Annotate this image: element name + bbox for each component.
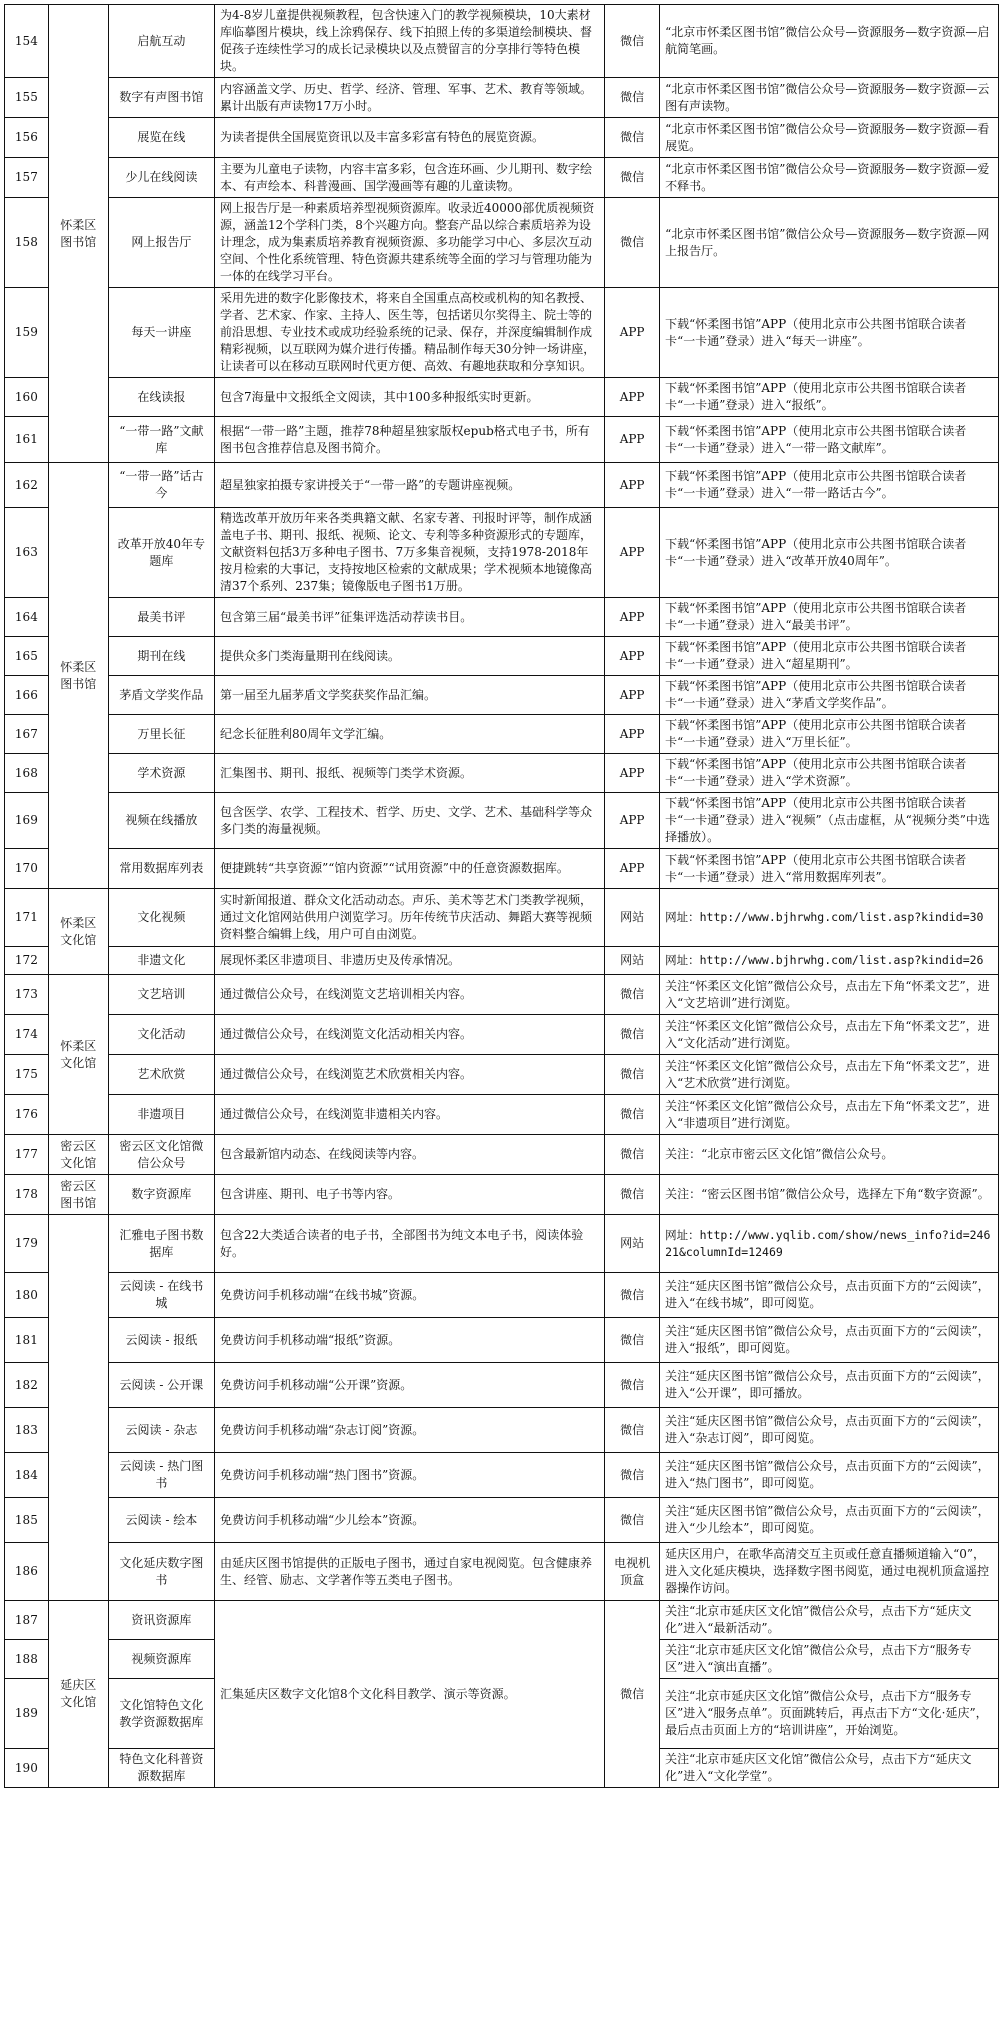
table-row <box>5 849 999 889</box>
row-number: 161 <box>5 417 49 463</box>
table-row <box>5 1498 999 1543</box>
row-number: 184 <box>5 1453 49 1498</box>
resource-description: 提供众多门类海量期刊在线阅读。 <box>215 637 605 676</box>
resource-name: 视频资源库 <box>108 1640 214 1679</box>
resource-description: 免费访问手机移动端“报纸”资源。 <box>215 1318 605 1363</box>
access-type: 微信 <box>605 198 660 288</box>
row-number: 177 <box>5 1135 49 1175</box>
resource-name: “一带一路”话古今 <box>108 463 214 508</box>
access-type: 微信 <box>605 78 660 118</box>
access-type: APP <box>605 637 660 676</box>
access-method: 关注“延庆区图书馆”微信公众号，点击页面下方的“云阅读”，进入“热门图书”，即可阅览。 <box>660 1453 999 1498</box>
access-method: “北京市怀柔区图书馆”微信公众号—资源服务—数字资源—启航简笔画。 <box>660 5 999 78</box>
resource-name: 万里长征 <box>108 715 214 754</box>
access-method: 网址：http://www.bjhrwhg.com/list.asp?kindid=30 <box>660 889 999 947</box>
access-type: 微信 <box>605 1363 660 1408</box>
table-row <box>5 5 999 78</box>
access-type: APP <box>605 417 660 463</box>
access-method: 下载“怀柔图书馆”APP（使用北京市公共图书馆联合读者卡“一卡通”登录）进入“视频”（点击虚框，从“视频分类”中选择播放）。 <box>660 793 999 849</box>
table-row <box>5 1273 999 1318</box>
resource-name: 非遗项目 <box>108 1095 214 1135</box>
resource-name: 数字有声图书馆 <box>108 78 214 118</box>
access-method: 下载“怀柔图书馆”APP（使用北京市公共图书馆联合读者卡“一卡通”登录）进入“报纸”。 <box>660 378 999 417</box>
access-method: 关注“延庆区图书馆”微信公众号，点击页面下方的“云阅读”，进入“少儿绘本”，即可阅览。 <box>660 1498 999 1543</box>
resource-name: 少儿在线阅读 <box>108 158 214 198</box>
access-method: 下载“怀柔图书馆”APP（使用北京市公共图书馆联合读者卡“一卡通”登录）进入“每天一讲座”。 <box>660 288 999 378</box>
resource-description: 采用先进的数字化影像技术，将来自全国重点高校或机构的知名教授、学者、艺术家、作家、主持人、医生等，包括诺贝尔奖得主、院士等的前沿思想、专业技术或成功经验系统的记录、保存，并深度编辑制作成精彩视频，以互联网为媒介进行传播。精品制作每天30分钟一场讲座，让读者可以在移动互联网时代更方便、高效、有趣地获取和分享知识。 <box>215 288 605 378</box>
access-method: 关注“怀柔区文化馆”微信公众号，点击左下角“怀柔文艺”，进入“文化活动”进行浏览。 <box>660 1015 999 1055</box>
table-row <box>5 715 999 754</box>
resource-description: 通过微信公众号，在线浏览文艺培训相关内容。 <box>215 975 605 1015</box>
resource-description: 由延庆区图书馆提供的正版电子图书，通过自家电视阅览。包含健康养生、经管、励志、文学著作等五类电子图书。 <box>215 1543 605 1601</box>
access-type: 微信 <box>605 118 660 158</box>
resource-name: 展览在线 <box>108 118 214 158</box>
resource-table <box>4 4 999 1788</box>
resource-description: 通过微信公众号，在线浏览非遗相关内容。 <box>215 1095 605 1135</box>
resource-name: 网上报告厅 <box>108 198 214 288</box>
resource-name: 视频在线播放 <box>108 793 214 849</box>
access-type: 微信 <box>605 1453 660 1498</box>
access-method: 关注：“北京市密云区文化馆”微信公众号。 <box>660 1135 999 1175</box>
table-row <box>5 1363 999 1408</box>
table-row <box>5 118 999 158</box>
table-row <box>5 1318 999 1363</box>
resource-description: 超星独家拍摄专家讲授关于“一带一路”的专题讲座视频。 <box>215 463 605 508</box>
access-method: 关注“延庆区图书馆”微信公众号，点击页面下方的“云阅读”，进入“报纸”，即可阅览。 <box>660 1318 999 1363</box>
access-method: 延庆区用户，在歌华高清交互主页或任意直播频道输入“0”，进入文化延庆模块，选择数字图书阅览，通过电视机顶盒遥控器操作访问。 <box>660 1543 999 1601</box>
access-method: 关注“怀柔区文化馆”微信公众号，点击左下角“怀柔文艺”，进入“非遗项目”进行浏览。 <box>660 1095 999 1135</box>
resource-description: 免费访问手机移动端“热门图书”资源。 <box>215 1453 605 1498</box>
row-number: 186 <box>5 1543 49 1601</box>
resource-description: 包含医学、农学、工程技术、哲学、历史、文学、艺术、基础科学等众多门类的海量视频。 <box>215 793 605 849</box>
resource-description: 内容涵盖文学、历史、哲学、经济、管理、军事、艺术、教育等领域。累计出版有声读物17万小时。 <box>215 78 605 118</box>
resource-description: 展现怀柔区非遗项目、非遗历史及传承情况。 <box>215 947 605 975</box>
access-type: APP <box>605 793 660 849</box>
access-method: 关注“延庆区图书馆”微信公众号，点击页面下方的“云阅读”，进入“在线书城”，即可阅览。 <box>660 1273 999 1318</box>
access-method: “北京市怀柔区图书馆”微信公众号—资源服务—数字资源—云图有声读物。 <box>660 78 999 118</box>
resource-description: 为4-8岁儿童提供视频教程，包含快速入门的教学视频模块，10大素材库临摹图片模块，线上涂鸦保存、线下拍照上传的多渠道绘制模块、督促孩子连续性学习的成长记录模块以及点赞留言的分享排行等特色模块。 <box>215 5 605 78</box>
resource-name: 文化视频 <box>108 889 214 947</box>
table-row <box>5 78 999 118</box>
access-type: 微信 <box>605 1055 660 1095</box>
table-row <box>5 1453 999 1498</box>
resource-description: 第一届至九届茅盾文学奖获奖作品汇编。 <box>215 676 605 715</box>
resource-name: 每天一讲座 <box>108 288 214 378</box>
access-type: 微信 <box>605 1015 660 1055</box>
access-type: APP <box>605 598 660 637</box>
access-type: APP <box>605 715 660 754</box>
access-type: 微信 <box>605 1175 660 1215</box>
resource-name: 最美书评 <box>108 598 214 637</box>
resource-name: 艺术欣赏 <box>108 1055 214 1095</box>
resource-name: 改革开放40年专题库 <box>108 508 214 598</box>
access-method: 下载“怀柔图书馆”APP（使用北京市公共图书馆联合读者卡“一卡通”登录）进入“万里长征”。 <box>660 715 999 754</box>
row-number: 180 <box>5 1273 49 1318</box>
table-row <box>5 508 999 598</box>
table-row <box>5 676 999 715</box>
access-method: 下载“怀柔图书馆”APP（使用北京市公共图书馆联合读者卡“一卡通”登录）进入“超星期刊”。 <box>660 637 999 676</box>
access-type: APP <box>605 754 660 793</box>
org-cell <box>48 1215 108 1601</box>
row-number: 181 <box>5 1318 49 1363</box>
row-number: 158 <box>5 198 49 288</box>
access-method: 关注：“密云区图书馆”微信公众号，选择左下角“数字资源”。 <box>660 1175 999 1215</box>
resource-name: 常用数据库列表 <box>108 849 214 889</box>
row-number: 182 <box>5 1363 49 1408</box>
resource-name: 文化活动 <box>108 1015 214 1055</box>
access-method: 下载“怀柔图书馆”APP（使用北京市公共图书馆联合读者卡“一卡通”登录）进入“学术资源”。 <box>660 754 999 793</box>
table-row <box>5 754 999 793</box>
table-row <box>5 1543 999 1601</box>
resource-name: 汇雅电子图书数据库 <box>108 1215 214 1273</box>
access-type: APP <box>605 849 660 889</box>
row-number: 162 <box>5 463 49 508</box>
row-number: 160 <box>5 378 49 417</box>
row-number: 172 <box>5 947 49 975</box>
table-row <box>5 975 999 1015</box>
table-row <box>5 793 999 849</box>
row-number: 155 <box>5 78 49 118</box>
resource-name: 在线读报 <box>108 378 214 417</box>
resource-name: “一带一路”文献库 <box>108 417 214 463</box>
resource-description: 实时新闻报道、群众文化活动动态。声乐、美术等艺术门类教学视频，通过文化馆网站供用户浏览学习。历年传统节庆活动、舞蹈大赛等视频资料整合编辑上线，用户可自由浏览。 <box>215 889 605 947</box>
row-number: 166 <box>5 676 49 715</box>
access-type: 网站 <box>605 947 660 975</box>
access-type: APP <box>605 508 660 598</box>
resource-description: 为读者提供全国展览资讯以及丰富多彩富有特色的展览资源。 <box>215 118 605 158</box>
table-row <box>5 417 999 463</box>
resource-description: 通过微信公众号，在线浏览艺术欣赏相关内容。 <box>215 1055 605 1095</box>
table-row <box>5 598 999 637</box>
access-method: 下载“怀柔图书馆”APP（使用北京市公共图书馆联合读者卡“一卡通”登录）进入“最美书评”。 <box>660 598 999 637</box>
resource-name: 云阅读 - 公开课 <box>108 1363 214 1408</box>
row-number: 183 <box>5 1408 49 1453</box>
org-cell: 密云区 图书馆 <box>48 1175 108 1215</box>
table-row <box>5 1215 999 1273</box>
resource-description: 免费访问手机移动端“在线书城”资源。 <box>215 1273 605 1318</box>
access-method: 下载“怀柔图书馆”APP（使用北京市公共图书馆联合读者卡“一卡通”登录）进入“改革开放40周年”。 <box>660 508 999 598</box>
access-type: APP <box>605 463 660 508</box>
resource-description: 汇集图书、期刊、报纸、视频等门类学术资源。 <box>215 754 605 793</box>
row-number: 188 <box>5 1640 49 1679</box>
row-number: 165 <box>5 637 49 676</box>
resource-name: 云阅读 - 杂志 <box>108 1408 214 1453</box>
access-type: 微信 <box>605 1318 660 1363</box>
access-method: 下载“怀柔图书馆”APP（使用北京市公共图书馆联合读者卡“一卡通”登录）进入“一带一路话古今”。 <box>660 463 999 508</box>
access-method: 关注“怀柔区文化馆”微信公众号，点击左下角“怀柔文艺”，进入“艺术欣赏”进行浏览。 <box>660 1055 999 1095</box>
access-method: 关注“延庆区图书馆”微信公众号，点击页面下方的“云阅读”，进入“杂志订阅”，即可阅览。 <box>660 1408 999 1453</box>
row-number: 189 <box>5 1679 49 1749</box>
access-type: APP <box>605 676 660 715</box>
resource-description: 汇集延庆区数字文化馆8个文化科目教学、演示等资源。 <box>215 1601 605 1788</box>
access-method: 下载“怀柔图书馆”APP（使用北京市公共图书馆联合读者卡“一卡通”登录）进入“一带一路文献库”。 <box>660 417 999 463</box>
table-row <box>5 158 999 198</box>
org-cell: 密云区 文化馆 <box>48 1135 108 1175</box>
access-method: “北京市怀柔区图书馆”微信公众号—资源服务—数字资源—网上报告厅。 <box>660 198 999 288</box>
resource-description: 包含第三届“最美书评”征集评选活动荐读书目。 <box>215 598 605 637</box>
access-method: 关注“北京市延庆区文化馆”微信公众号，点击下方“延庆文化”进入“最新活动”。 <box>660 1601 999 1640</box>
access-method: 网址：http://www.bjhrwhg.com/list.asp?kindid=26 <box>660 947 999 975</box>
org-cell: 怀柔区 图书馆 <box>48 5 108 463</box>
resource-name: 非遗文化 <box>108 947 214 975</box>
resource-name: 茅盾文学奖作品 <box>108 676 214 715</box>
resource-description: 免费访问手机移动端“少儿绘本”资源。 <box>215 1498 605 1543</box>
access-method: 关注“北京市延庆区文化馆”微信公众号，点击下方“服务专区”进入“演出直播”。 <box>660 1640 999 1679</box>
resource-description: 便捷跳转“共享资源”“馆内资源”“试用资源”中的任意资源数据库。 <box>215 849 605 889</box>
resource-name: 启航互动 <box>108 5 214 78</box>
resource-name: 期刊在线 <box>108 637 214 676</box>
resource-description: 包含7海量中文报纸全文阅读，其中100多种报纸实时更新。 <box>215 378 605 417</box>
resource-description: 纪念长征胜利80周年文学汇编。 <box>215 715 605 754</box>
access-method: “北京市怀柔区图书馆”微信公众号—资源服务—数字资源—看展览。 <box>660 118 999 158</box>
row-number: 190 <box>5 1749 49 1788</box>
access-method: “北京市怀柔区图书馆”微信公众号—资源服务—数字资源—爱不释书。 <box>660 158 999 198</box>
access-method: 网址：http://www.yqlib.com/show/news_info?id=24621&columnId=12469 <box>660 1215 999 1273</box>
row-number: 171 <box>5 889 49 947</box>
resource-name: 文艺培训 <box>108 975 214 1015</box>
resource-name: 文化馆特色文化教学资源数据库 <box>108 1679 214 1749</box>
resource-name: 密云区文化馆微信公众号 <box>108 1135 214 1175</box>
access-type: 微信 <box>605 1095 660 1135</box>
access-type: 微信 <box>605 1273 660 1318</box>
access-method: 关注“北京市延庆区文化馆”微信公众号，点击下方“延庆文化”进入“文化学堂”。 <box>660 1749 999 1788</box>
org-cell: 怀柔区 图书馆 <box>48 463 108 889</box>
table-row <box>5 1095 999 1135</box>
access-method: 关注“北京市延庆区文化馆”微信公众号，点击下方“服务专区”进入“服务点单”。页面跳转后，再点击下方“文化·延庆”，最后点击页面上方的“培训讲座”，开始浏览。 <box>660 1679 999 1749</box>
access-type: 微信 <box>605 5 660 78</box>
row-number: 154 <box>5 5 49 78</box>
table-row <box>5 288 999 378</box>
row-number: 178 <box>5 1175 49 1215</box>
row-number: 175 <box>5 1055 49 1095</box>
row-number: 179 <box>5 1215 49 1273</box>
resource-description: 免费访问手机移动端“杂志订阅”资源。 <box>215 1408 605 1453</box>
access-type: 微信 <box>605 1135 660 1175</box>
row-number: 169 <box>5 793 49 849</box>
resource-description: 精选改革开放历年来各类典籍文献、名家专著、刊报时评等，制作成涵盖电子书、期刊、报纸、视频、论文、专利等多种资源形式的专题库，文献资料包括3万多种电子图书、7万多集音视频，支持1978-2018年按月检索的大事记，支持按地区检索的文献成果；学术视频本地镜像高清37个系列、237集；镜像版电子图书1万册。 <box>215 508 605 598</box>
row-number: 157 <box>5 158 49 198</box>
access-method: 关注“延庆区图书馆”微信公众号，点击页面下方的“云阅读”，进入“公开课”，即可播放。 <box>660 1363 999 1408</box>
table-row <box>5 637 999 676</box>
resource-name: 云阅读 - 绘本 <box>108 1498 214 1543</box>
access-type: 微信 <box>605 158 660 198</box>
row-number: 168 <box>5 754 49 793</box>
resource-description: 网上报告厅是一种素质培养型视频资源库。收录近40000部优质视频资源，涵盖12个学科门类，8个兴趣方向。整套产品以综合素质培养为设计理念，成为集素质培养教育视频资源、多功能学习中心、多层次互动空间、个性化系统管理、特色资源共建系统等全面的学习与管理功能为一体的在线学习平台。 <box>215 198 605 288</box>
row-number: 159 <box>5 288 49 378</box>
row-number: 170 <box>5 849 49 889</box>
table-row <box>5 1135 999 1175</box>
resource-description: 根据“一带一路”主题，推荐78种超星独家版权epub格式电子书，所有图书包含推荐信息及图书简介。 <box>215 417 605 463</box>
row-number: 187 <box>5 1601 49 1640</box>
resource-description: 通过微信公众号，在线浏览文化活动相关内容。 <box>215 1015 605 1055</box>
resource-description: 主要为儿童电子读物，内容丰富多彩，包含连环画、少儿期刊、数字绘本、有声绘本、科普漫画、国学漫画等有趣的儿童读物。 <box>215 158 605 198</box>
access-type: 网站 <box>605 889 660 947</box>
access-type: APP <box>605 288 660 378</box>
access-type: 网站 <box>605 1215 660 1273</box>
resource-name: 文化延庆数字图书 <box>108 1543 214 1601</box>
resource-description: 免费访问手机移动端“公开课”资源。 <box>215 1363 605 1408</box>
table-row <box>5 1175 999 1215</box>
access-type: APP <box>605 378 660 417</box>
table-row <box>5 463 999 508</box>
table-row <box>5 947 999 975</box>
resource-name: 资讯资源库 <box>108 1601 214 1640</box>
access-method: 下载“怀柔图书馆”APP（使用北京市公共图书馆联合读者卡“一卡通”登录）进入“茅盾文学奖作品”。 <box>660 676 999 715</box>
access-type: 微信 <box>605 975 660 1015</box>
row-number: 174 <box>5 1015 49 1055</box>
row-number: 167 <box>5 715 49 754</box>
table-row <box>5 1601 999 1640</box>
table-row <box>5 1015 999 1055</box>
access-type: 微信 <box>605 1601 660 1788</box>
table-row <box>5 889 999 947</box>
resource-name: 云阅读 - 在线书城 <box>108 1273 214 1318</box>
access-type: 微信 <box>605 1408 660 1453</box>
access-method: 关注“怀柔区文化馆”微信公众号，点击左下角“怀柔文艺”，进入“文艺培训”进行浏览。 <box>660 975 999 1015</box>
resource-description: 包含22大类适合读者的电子书，全部图书为纯文本电子书，阅读体验好。 <box>215 1215 605 1273</box>
access-method: 下载“怀柔图书馆”APP（使用北京市公共图书馆联合读者卡“一卡通”登录）进入“常用数据库列表”。 <box>660 849 999 889</box>
row-number: 163 <box>5 508 49 598</box>
resource-name: 特色文化科普资源数据库 <box>108 1749 214 1788</box>
access-type: 电视机顶盒 <box>605 1543 660 1601</box>
resource-name: 云阅读 - 热门图书 <box>108 1453 214 1498</box>
row-number: 176 <box>5 1095 49 1135</box>
table-row <box>5 378 999 417</box>
row-number: 185 <box>5 1498 49 1543</box>
org-cell: 怀柔区 文化馆 <box>48 975 108 1135</box>
row-number: 173 <box>5 975 49 1015</box>
resource-description: 包含最新馆内动态、在线阅读等内容。 <box>215 1135 605 1175</box>
access-type: 微信 <box>605 1498 660 1543</box>
org-cell: 延庆区 文化馆 <box>48 1601 108 1788</box>
resource-name: 云阅读 - 报纸 <box>108 1318 214 1363</box>
row-number: 156 <box>5 118 49 158</box>
resource-name: 数字资源库 <box>108 1175 214 1215</box>
table-row <box>5 198 999 288</box>
row-number: 164 <box>5 598 49 637</box>
org-cell: 怀柔区 文化馆 <box>48 889 108 975</box>
resource-name: 学术资源 <box>108 754 214 793</box>
resource-description: 包含讲座、期刊、电子书等内容。 <box>215 1175 605 1215</box>
table-row <box>5 1408 999 1453</box>
table-row <box>5 1055 999 1095</box>
